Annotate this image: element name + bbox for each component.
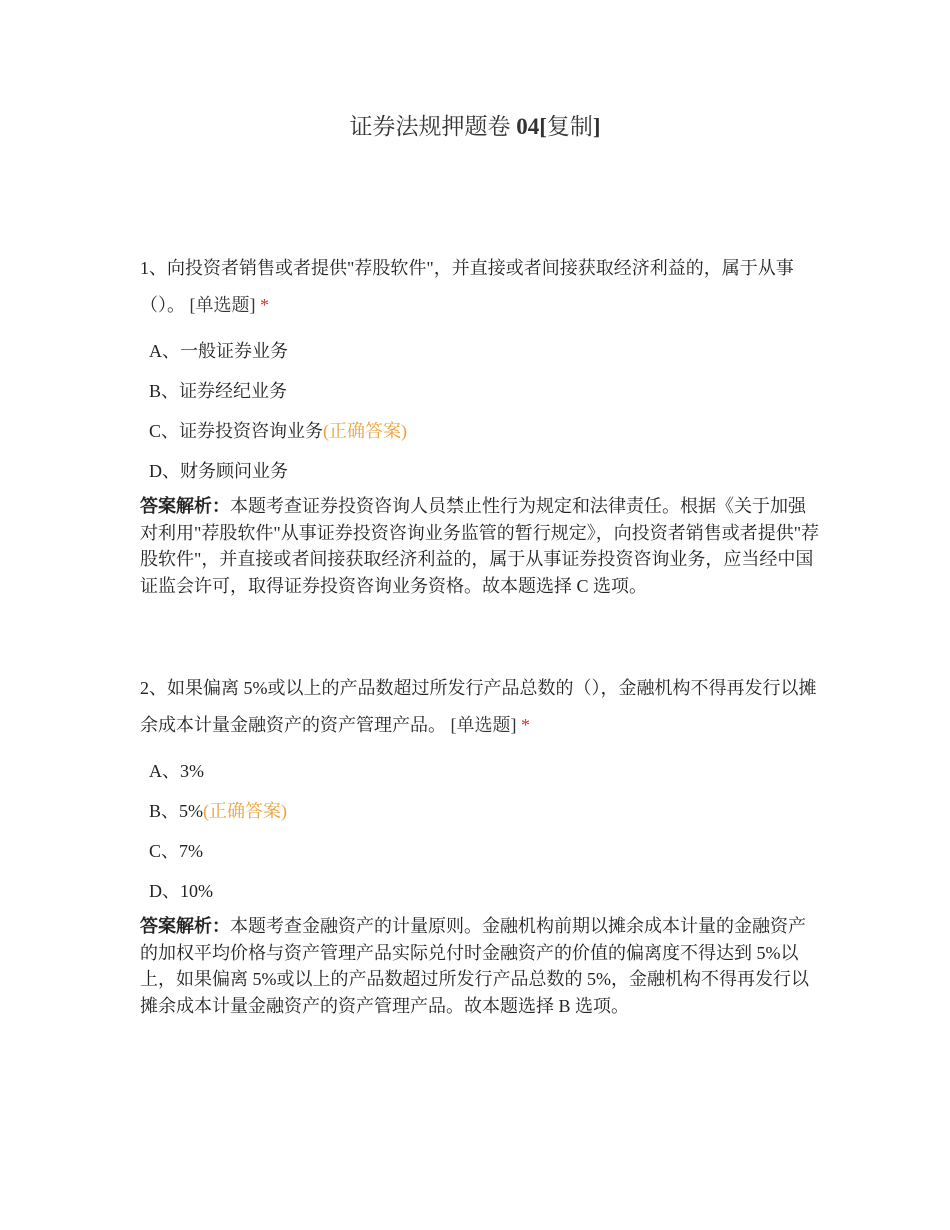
option-letter: A、	[149, 761, 180, 781]
title-suffix: 复制	[546, 114, 593, 139]
option-text: 3%	[180, 761, 204, 781]
option-text: 一般证券业务	[180, 341, 288, 361]
title-number: 04[	[516, 114, 547, 139]
option-letter: D、	[149, 461, 180, 481]
question-type: [单选题]	[189, 295, 256, 315]
option-text: 财务顾问业务	[180, 461, 288, 481]
page-title	[0, 111, 950, 143]
option-letter: D、	[149, 881, 180, 901]
option-letter: B、	[149, 801, 180, 821]
correct-answer-tag: (正确答案)	[203, 801, 288, 821]
option-text: 证券投资咨询业务	[179, 421, 324, 441]
question-text: 向投资者销售或者提供"荐股软件"，并直接或者间接获取经济利益的，属于从事（）。	[140, 258, 794, 315]
question-number: 2、	[140, 678, 167, 698]
option-text: 10%	[180, 881, 213, 901]
analysis-label: 答案解析：	[140, 496, 230, 516]
option-c[interactable]	[149, 411, 820, 451]
question-2	[140, 670, 820, 1019]
option-b[interactable]	[149, 791, 820, 831]
option-d[interactable]	[149, 451, 820, 491]
option-c[interactable]	[149, 831, 820, 871]
option-text: 证券经纪业务	[179, 381, 288, 401]
analysis-text: 本题考查证券投资咨询人员禁止性行为规定和法律责任。根据《关于加强对利用"荐股软件"从事证券投资咨询业务监管的暂行规定》，向投资者销售或者提供"荐股软件"，并直接或者间接获取经济利益的，属于从事证券投资咨询业务，应当经中国证监会许可，取得证券投资咨询业务资格。故本题选择 C 选项。	[140, 496, 820, 596]
required-mark: *	[521, 715, 530, 735]
question-stem	[140, 250, 820, 324]
option-a[interactable]	[149, 331, 820, 371]
option-text: 5%	[179, 801, 204, 821]
option-letter: C、	[149, 421, 180, 441]
correct-answer-tag: (正确答案)	[323, 421, 408, 441]
option-list	[149, 331, 820, 491]
option-list	[149, 751, 820, 911]
option-d[interactable]	[149, 871, 820, 911]
option-letter: C、	[149, 841, 180, 861]
analysis-text: 本题考查金融资产的计量原则。金融机构前期以摊余成本计量的金融资产的加权平均价格与资产管理产品实际兑付时金融资产的价值的偏离度不得达到 5%以上，如果偏离 5%或以上的产品数超过所发行产品总数的 5%，金融机构不得再发行以摊余成本计量金融资产的资产管理产品。故本题选择 B 选项。	[140, 916, 809, 1016]
question-stem	[140, 670, 820, 744]
required-mark: *	[260, 295, 269, 315]
question-number: 1、	[140, 258, 167, 278]
option-a[interactable]	[149, 751, 820, 791]
question-text: 如果偏离 5%或以上的产品数超过所发行产品总数的（），金融机构不得再发行以摊余成本计量金融资产的资产管理产品。	[140, 678, 817, 735]
option-text: 7%	[179, 841, 204, 861]
title-close: ]	[592, 114, 601, 139]
analysis-label: 答案解析：	[140, 916, 230, 936]
answer-analysis	[140, 913, 820, 1019]
question-1	[140, 250, 820, 599]
question-type: [单选题]	[450, 715, 517, 735]
option-b[interactable]	[149, 371, 820, 411]
option-letter: A、	[149, 341, 180, 361]
answer-analysis	[140, 493, 820, 599]
option-letter: B、	[149, 381, 180, 401]
title-prefix: 证券法规押题卷	[349, 114, 517, 139]
